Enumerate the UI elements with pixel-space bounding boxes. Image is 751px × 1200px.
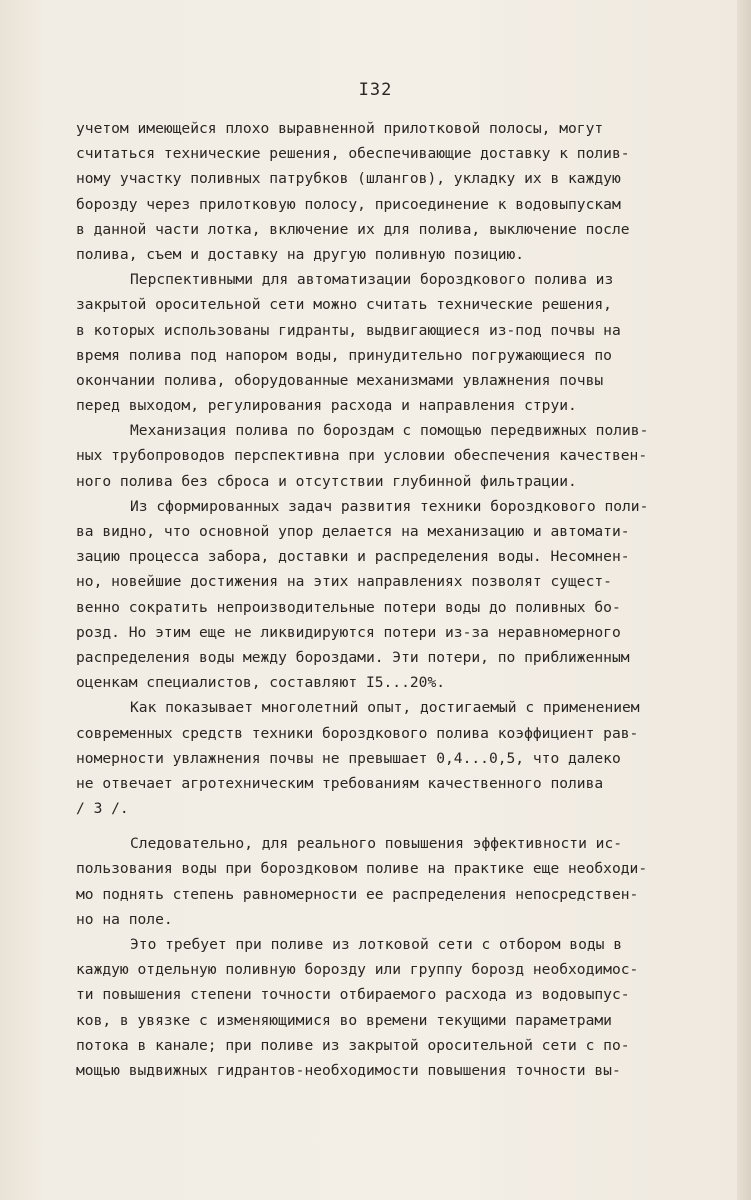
text-line: закрытой оросительной сети можно считать технические решения, [76,296,612,314]
text-line: считаться технические решения, обеспечивающие доставку к полив- [76,145,630,163]
text-line: мо поднять степень равномерности ее распределения непосредствен- [76,885,639,903]
paragraph [76,695,716,821]
text-line: учетом имеющейся плохо выравненной прилотковой полосы, могут [76,120,604,137]
text-line: время полива под напором воды, принудительно погружающиеся по [76,346,612,364]
text-line: но на поле. [76,910,173,928]
body-text [76,116,716,1083]
paragraph [76,932,716,1083]
text-line: но, новейшие достижения на этих направлениях позволят сущест- [76,573,612,591]
text-line: ти повышения степени точности отбираемого расхода из водовыпус- [76,986,630,1004]
text-line: оценкам специалистов, составляют I5...20%. [76,674,446,692]
paragraph [76,267,716,418]
text-line: Как показывает многолетний опыт, достигаемый с применением [130,699,640,717]
paragraph [76,831,716,932]
text-line: ва видно, что основной упор делается на механизацию и автомати- [76,523,630,540]
text-line: / 3 /. [76,800,129,818]
text-line: Следовательно, для реального повышения эффективности ис- [130,835,623,853]
text-line: современных средств техники бороздкового полива коэффициент рав- [76,724,639,742]
text-line: ного полива без сброса и отсутствии глубинной фильтрации. [76,472,577,490]
text-line: потока в канале; при поливе из закрытой оросительной сети с по- [76,1036,630,1054]
page-number: I32 [358,80,393,100]
text-line: ков, в увязке с изменяющимися во времени текущими параметрами [76,1011,612,1029]
text-line: каждую отдельную поливную борозду или группу борозд необходимос- [76,961,639,979]
text-line: Из сформированных задач развития техники бороздкового поли- [130,497,649,515]
text-line: перед выходом, регулирования расхода и направления струи. [76,397,577,415]
text-line: розд. Но этим еще не ликвидируются потери из-за неравномерного [76,623,621,641]
paragraph [76,494,716,696]
text-line: зацию процесса забора, доставки и распределения воды. Несомнен- [76,548,630,566]
text-line: пользования воды при бороздковом поливе на практике еще необходи- [76,860,648,878]
text-line: в которых использованы гидранты, выдвигающиеся из-под почвы на [76,321,621,339]
text-line: борозду через прилотковую полосу, присоединение к водовыпускам [76,195,621,213]
text-line: не отвечает агротехническим требованиям качественного полива [76,774,604,792]
text-line: Механизация полива по бороздам с помощью передвижных полив- [130,422,649,440]
text-line: Это требует при поливе из лотковой сети с отбором воды в [130,936,623,953]
text-line: мощью выдвижных гидрантов-необходимости повышения точности вы- [76,1061,621,1079]
text-line: венно сократить непроизводительные потери воды до поливных бо- [76,598,621,616]
text-line: ных трубопроводов перспективна при условии обеспечения качествен- [76,447,648,465]
text-line: полива, съем и доставку на другую поливную позицию. [76,245,525,263]
paragraph-gap [76,821,716,831]
text-line: окончании полива, оборудованные механизмами увлажнения почвы [76,371,604,389]
text-line: в данной части лотка, включение их для полива, выключение после [76,220,630,238]
page-edge [737,0,751,1200]
paragraph [76,418,716,494]
text-line: Перспективными для автоматизации бороздкового полива из [130,271,614,289]
text-line: распределения воды между бороздами. Эти потери, по приближенным [76,648,630,666]
paragraph [76,116,716,267]
text-line: ному участку поливных патрубков (шлангов), укладку их в каждую [76,170,621,188]
text-line: номерности увлажнения почвы не превышает 0,4...0,5, что далеко [76,749,621,767]
